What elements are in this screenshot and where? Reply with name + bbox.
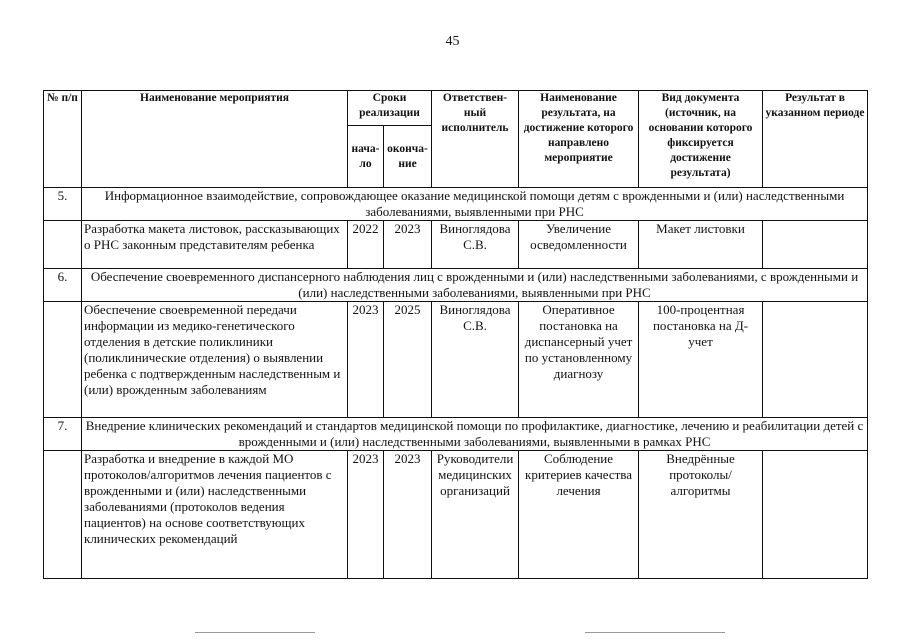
row-num xyxy=(44,221,82,269)
start-year: 2022 xyxy=(348,221,384,269)
section-row xyxy=(44,269,868,302)
doc-type: Макет листовки xyxy=(639,221,763,269)
result-name: Соблюдение критериев качества лечения xyxy=(519,451,639,579)
section-title: Информационное взаимодействие, сопровождающее оказание медицинской помощи детям с врожденными и (или) наследственными заболеваниями, выявленными при РНС xyxy=(82,188,868,221)
header-executor: Ответствен-ный исполнитель xyxy=(432,91,519,188)
page-number: 45 xyxy=(445,34,460,49)
period-result xyxy=(763,302,868,418)
end-year: 2023 xyxy=(384,221,432,269)
header-terms: Сроки реализации xyxy=(348,91,432,126)
section-number: 6. xyxy=(44,269,82,302)
start-year: 2023 xyxy=(348,302,384,418)
row-num xyxy=(44,451,82,579)
action-name: Обеспечение своевременной передачи информации из медико-генетического отделения в детские поликлиники (поликлинические отделения) о выявлении ребенка с подтвержденным наследственным и (или) врожденным заболеваниям xyxy=(82,302,348,418)
result-name: Увеличение осведомленности xyxy=(519,221,639,269)
end-year: 2025 xyxy=(384,302,432,418)
bottom-rule-left xyxy=(195,632,315,633)
doc-type: Внедрённые протоколы/ алгоритмы xyxy=(639,451,763,579)
result-name: Оперативное постановка на диспансерный учет по установленному диагнозу xyxy=(519,302,639,418)
header-result-name: Наименование результата, на достижение которого направлено мероприятие xyxy=(519,91,639,188)
action-name: Разработка и внедрение в каждой МО протоколов/алгоритмов лечения пациентов с врожденными и (или) наследственными заболеваниями (протоколов ведения пациентов) на основе соответствующих клинических рекомендаций xyxy=(82,451,348,579)
executor: Руководители медицинских организаций xyxy=(432,451,519,579)
action-plan-table xyxy=(43,90,868,579)
table-row xyxy=(44,451,868,579)
section-title: Обеспечение своевременного диспансерного наблюдения лиц с врожденными и (или) наследственными заболеваниями, с врожденными и (или) наследственными заболеваниями, выявленными при РНС xyxy=(82,269,868,302)
header-end: оконча-ние xyxy=(384,126,432,188)
section-row xyxy=(44,188,868,221)
doc-type: 100-процентная постановка на Д-учет xyxy=(639,302,763,418)
row-num xyxy=(44,302,82,418)
executor: Виноглядова С.В. xyxy=(432,302,519,418)
table-row xyxy=(44,221,868,269)
header-doc-type: Вид документа (источник, на основании которого фиксируется достижение результата) xyxy=(639,91,763,188)
header-name: Наименование мероприятия xyxy=(82,91,348,188)
header-period-result: Результат в указанном периоде xyxy=(763,91,868,188)
start-year: 2023 xyxy=(348,451,384,579)
header-num: № п/п xyxy=(44,91,82,188)
header-start: нача-ло xyxy=(348,126,384,188)
end-year: 2023 xyxy=(384,451,432,579)
section-number: 7. xyxy=(44,418,82,451)
section-title: Внедрение клинических рекомендаций и стандартов медицинской помощи по профилактике, диагностике, лечению и реабилитации детей с врожденными и (или) наследственными заболеваниями, выявленными в рамках РНС xyxy=(82,418,868,451)
section-row xyxy=(44,418,868,451)
header-row-1 xyxy=(44,91,868,126)
executor: Виноглядова С.В. xyxy=(432,221,519,269)
bottom-rule-right xyxy=(585,632,725,633)
period-result xyxy=(763,451,868,579)
section-number: 5. xyxy=(44,188,82,221)
table-row xyxy=(44,302,868,418)
action-name: Разработка макета листовок, рассказывающих о РНС законным представителям ребенка xyxy=(82,221,348,269)
period-result xyxy=(763,221,868,269)
